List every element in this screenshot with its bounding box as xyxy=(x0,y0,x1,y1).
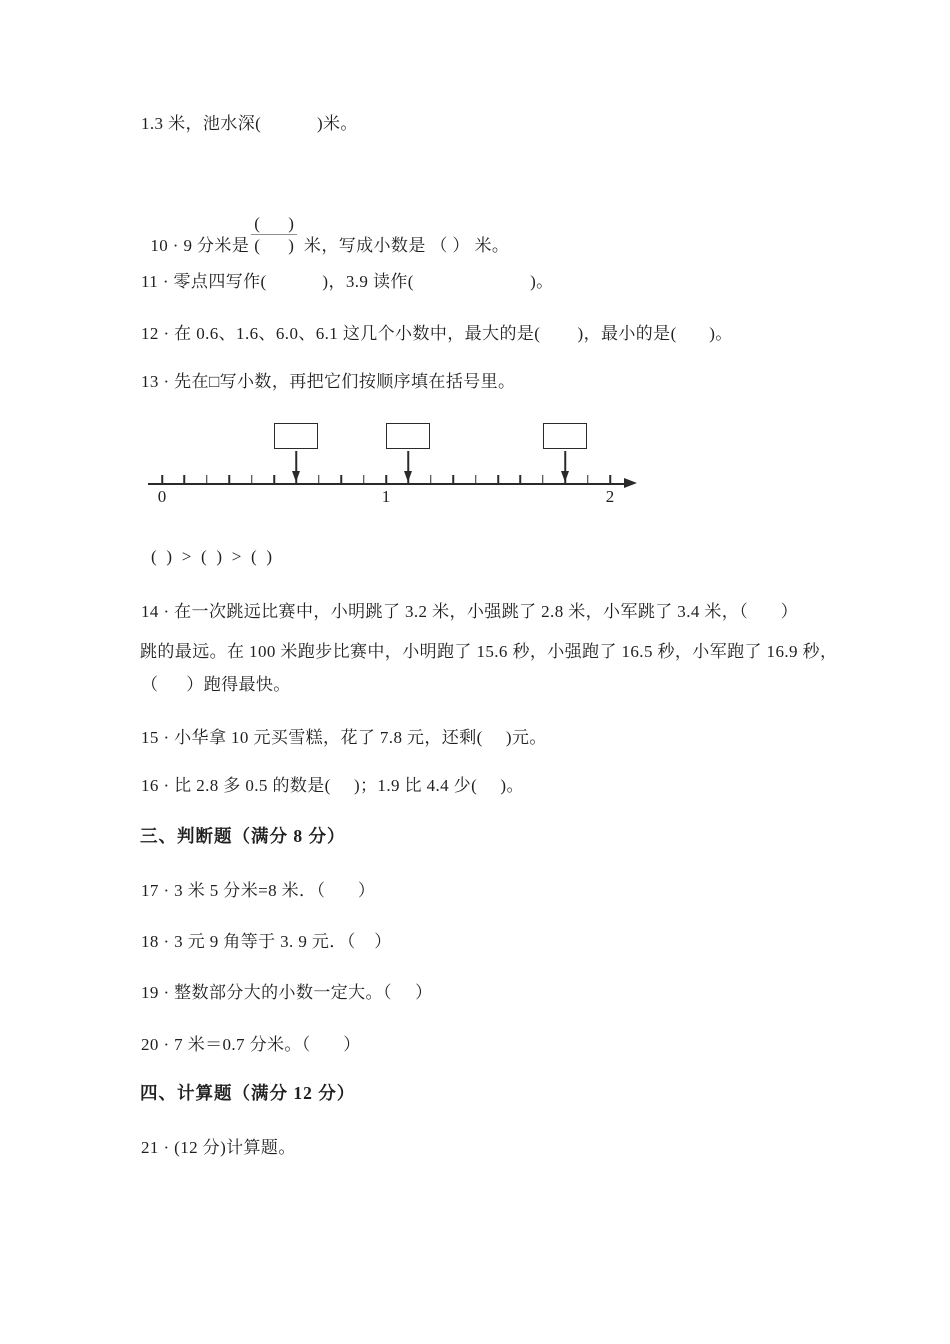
axis-tick-label: 1 xyxy=(381,487,391,506)
question-16: 16 · 比 2.8 多 0.5 的数是( )；1.9 比 4.4 少( )。 xyxy=(141,776,524,795)
axis-tick xyxy=(520,475,522,484)
axis-tick xyxy=(363,475,365,484)
axis-tick xyxy=(161,475,163,484)
question-10-suffix: 米，写成小数是 （ ） 米。 xyxy=(299,236,510,255)
axis-tick xyxy=(475,475,477,484)
answer-box xyxy=(543,423,587,449)
question-13: 13 · 先在□写小数，再把它们按顺序填在括号里。 xyxy=(141,372,516,391)
question-10 xyxy=(141,193,509,256)
question-17: 17 · 3 米 5 分米=8 米．（ ） xyxy=(141,881,376,900)
fraction-numerator-blank: ( ) xyxy=(251,214,297,235)
question-13-comparison-blanks: ( ) > ( ) > ( ) xyxy=(151,547,273,566)
axis-tick xyxy=(587,475,589,484)
axis-tick xyxy=(206,475,208,484)
question-11: 11 · 零点四写作( )，3.9 读作( )。 xyxy=(141,272,554,291)
question-15: 15 · 小华拿 10 元买雪糕，花了 7.8 元，还剩( )元。 xyxy=(141,728,547,747)
axis-tick xyxy=(452,475,454,484)
axis-tick xyxy=(542,475,544,484)
axis-tick xyxy=(340,475,342,484)
axis-tick xyxy=(251,475,253,484)
number-line-axis xyxy=(148,483,626,485)
fraction-denominator-blank: ( ) xyxy=(254,236,295,255)
down-arrow-stem xyxy=(408,451,410,472)
down-arrow-stem xyxy=(564,451,566,472)
down-arrow-icon xyxy=(404,471,412,482)
question-14-line2: 跳的最远。在 100 米跑步比赛中，小明跑了 15.6 秒，小强跑了 16.5 秒，小军跑了 16.9 秒， xyxy=(140,642,838,661)
axis-tick xyxy=(318,475,320,484)
axis-tick xyxy=(609,475,611,484)
axis-tick xyxy=(184,475,186,484)
axis-tick-label: 2 xyxy=(605,487,615,506)
question-10-prefix: 10 · 9 分米是 xyxy=(150,236,250,255)
down-arrow-stem xyxy=(296,451,298,472)
question-21: 21 · (12 分)计算题。 xyxy=(141,1138,296,1157)
question-14-line1: 14 · 在一次跳远比赛中，小明跳了 3.2 米，小强跳了 2.8 米，小军跳了 3.4 米，（ ） xyxy=(141,602,799,621)
axis-tick xyxy=(385,475,387,484)
axis-tick xyxy=(497,475,499,484)
down-arrow-icon xyxy=(292,471,300,482)
question-18: 18 · 3 元 9 角等于 3. 9 元．（ ） xyxy=(141,932,392,951)
fraction-blank xyxy=(251,214,297,256)
answer-box xyxy=(274,423,318,449)
axis-tick xyxy=(273,475,275,484)
down-arrow-icon xyxy=(561,471,569,482)
section-4-heading: 四、计算题（满分 12 分） xyxy=(140,1083,356,1103)
axis-tick xyxy=(228,475,230,484)
answer-box xyxy=(386,423,430,449)
question-19: 19 · 整数部分大的小数一定大。（ ） xyxy=(141,983,433,1002)
axis-tick xyxy=(430,475,432,484)
question-14-line3: （ ）跑得最快。 xyxy=(141,675,291,694)
section-3-heading: 三、判断题（满分 8 分） xyxy=(140,826,346,846)
question-9-tail: 1.3 米，池水深( )米。 xyxy=(141,114,358,133)
question-20: 20 · 7 米＝0.7 分米。（ ） xyxy=(141,1035,361,1054)
number-line-diagram xyxy=(140,415,680,515)
axis-arrowhead-icon xyxy=(624,478,637,488)
axis-tick-label: 0 xyxy=(157,487,167,506)
question-12: 12 · 在 0.6、1.6、6.0、6.1 这几个小数中，最大的是( )，最小的是( )。 xyxy=(141,324,733,343)
